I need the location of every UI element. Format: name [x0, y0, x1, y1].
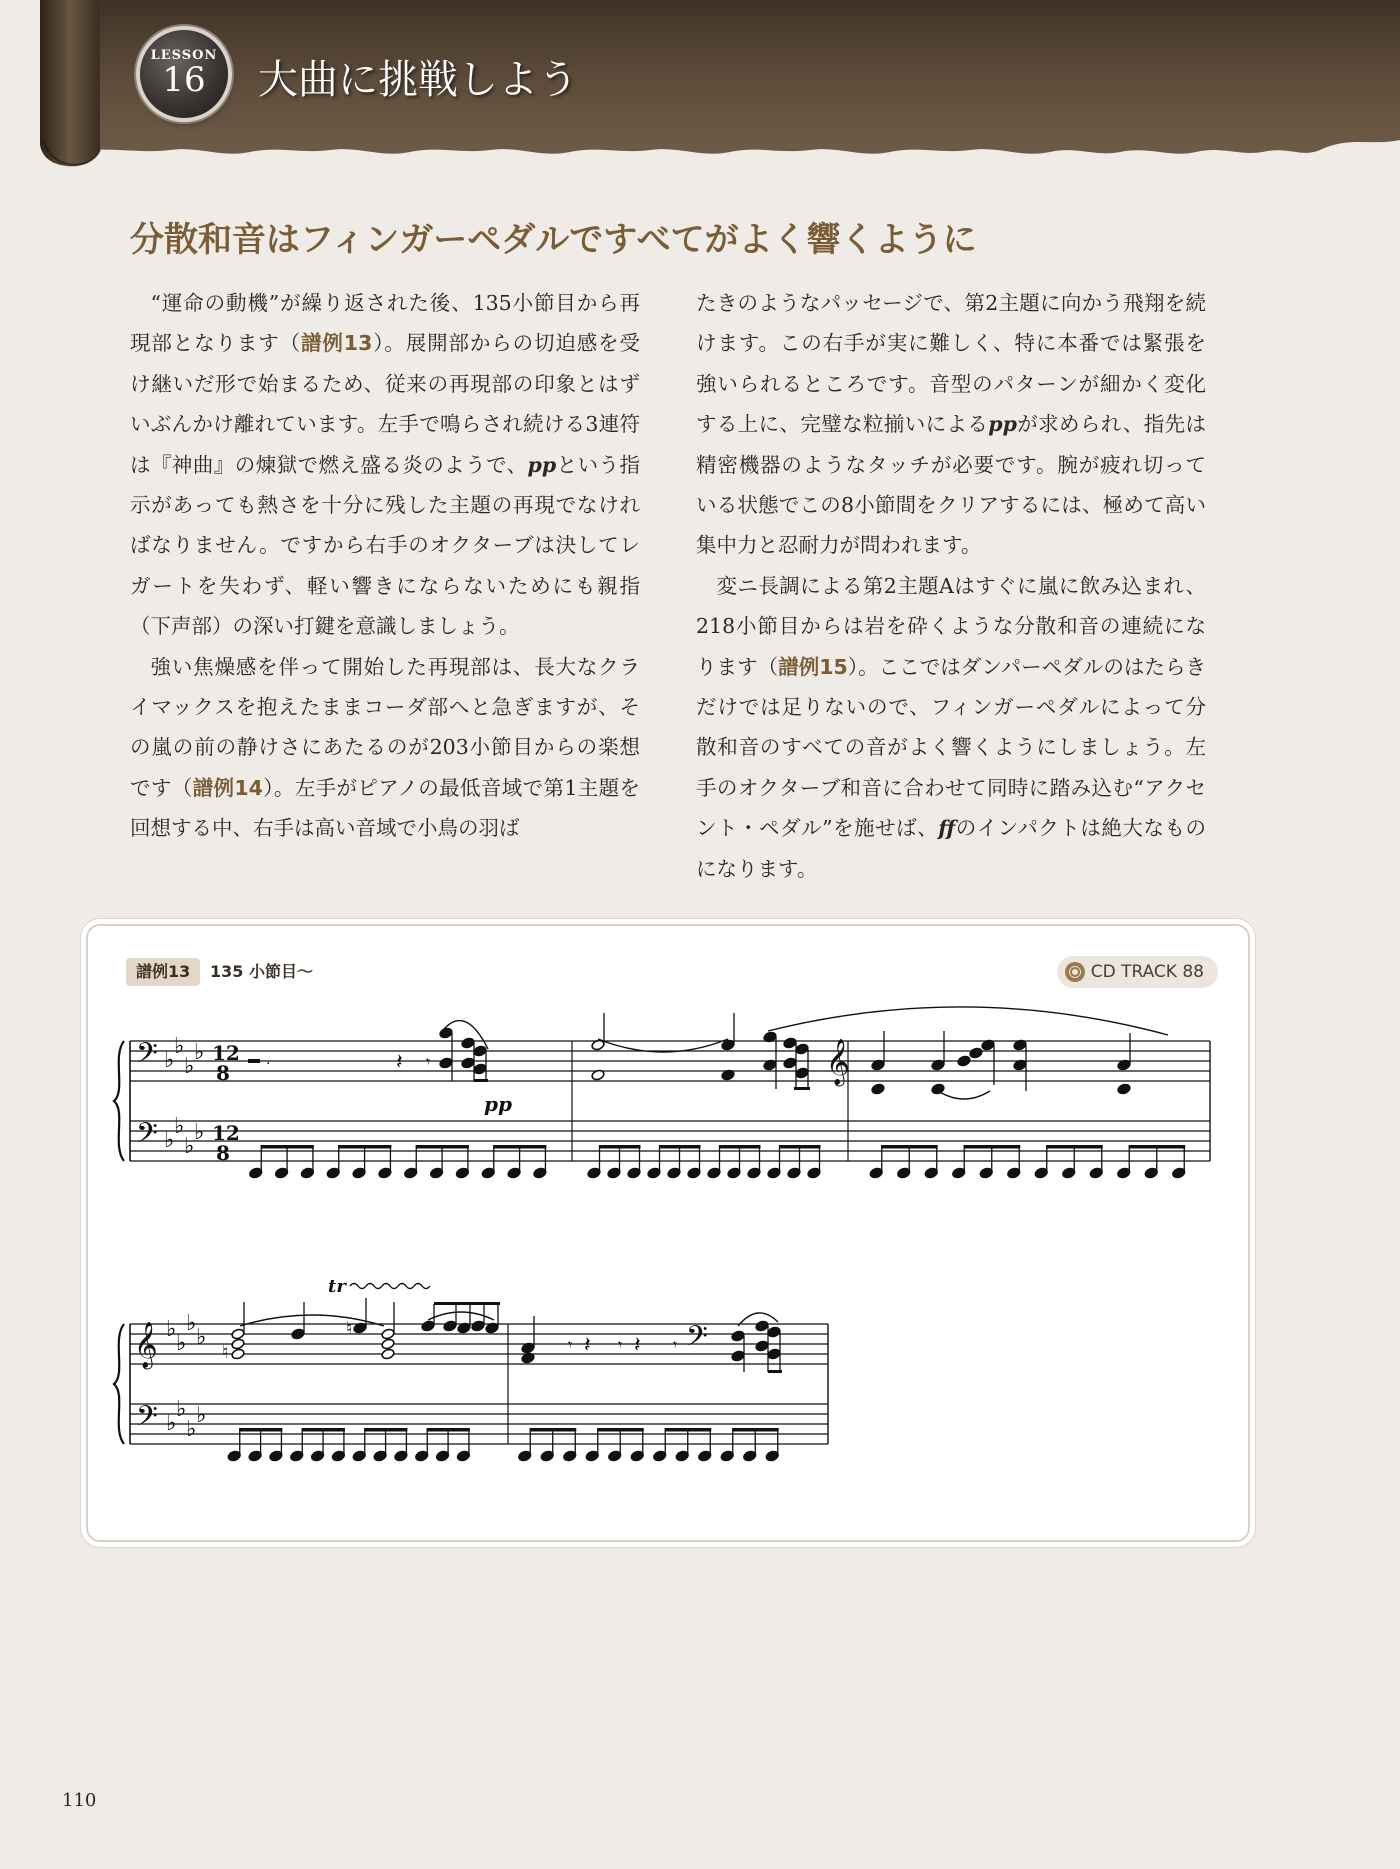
flat-sign: ♭	[164, 1048, 175, 1073]
note-head	[231, 1338, 245, 1350]
beam	[719, 1145, 761, 1149]
note-head	[381, 1348, 395, 1360]
bass-clef-lower: 𝄢	[136, 1117, 158, 1157]
music-score	[88, 926, 1248, 1540]
phrase-slur	[768, 1007, 1168, 1035]
flat-sign: ♭	[196, 1325, 207, 1350]
page-number: 110	[62, 1790, 97, 1811]
treble-clef-upper: 𝄞	[134, 1322, 158, 1368]
cd-track-label: CD TRACK 88	[1090, 962, 1204, 982]
flat-sign: ♭	[176, 1397, 187, 1422]
beam	[239, 1428, 282, 1432]
beam	[732, 1428, 779, 1432]
dynamic-mark: pp	[988, 412, 1017, 437]
lesson-badge	[140, 30, 228, 118]
time-signature-bottom: 8	[216, 1061, 230, 1085]
quarter-rest: 𝄽	[634, 1333, 641, 1358]
beam	[599, 1145, 641, 1149]
flat-sign: ♭	[174, 1114, 185, 1139]
treble-clef-change: 𝄞	[826, 1039, 850, 1085]
beam	[493, 1145, 546, 1149]
time-signature-bottom: 8	[216, 1141, 230, 1165]
flat-sign: ♭	[164, 1128, 175, 1153]
lesson-label: LESSON	[150, 48, 218, 63]
flat-sign: ♭	[166, 1411, 177, 1436]
bass-clef-upper: 𝄢	[136, 1037, 158, 1077]
beam	[1129, 1145, 1186, 1149]
note-head	[471, 1320, 485, 1332]
beam	[881, 1145, 938, 1149]
example-caption: 135 小節目〜	[210, 962, 313, 981]
paragraph: たきのようなパッセージで、第2主題に向かう飛翔を続けます。この右手が実に難しく、特に本番では緊張を強いられるところです。音型のパターンが細かく変化する上に、完璧な粒揃いによるppが求められ、指先は精密機器のようなタッチが必要です。腕が疲れ切っている状態でこの8小節間をクリアするには、極めて高い集中力と忍耐力が問われます。	[696, 291, 1206, 558]
beam	[338, 1145, 391, 1149]
note-head	[443, 1320, 457, 1332]
note-head	[795, 1043, 809, 1055]
bass-clef-lower: 𝄢	[136, 1400, 158, 1440]
note-head	[957, 1055, 971, 1067]
flat-sign: ♭	[174, 1034, 185, 1059]
flat-sign: ♭	[166, 1317, 177, 1342]
note-head	[969, 1047, 983, 1059]
dynamic-mark: ff	[938, 816, 956, 841]
quarter-rest: 𝄽	[584, 1333, 591, 1358]
flat-sign: ♭	[176, 1331, 187, 1356]
beam	[665, 1428, 712, 1432]
dynamic-mark: pp	[527, 452, 557, 477]
header-banner	[0, 0, 1400, 175]
flat-sign: ♭	[184, 1054, 195, 1079]
tie	[938, 1091, 990, 1099]
note-head	[231, 1348, 245, 1360]
note-head	[381, 1338, 395, 1350]
eighth-rest: 𝄾	[673, 1335, 678, 1354]
paragraph: 変ニ長調による第2主題Aはすぐに嵐に飲み込まれ、218小節目からは岩を砕くような分散和音の連続になります（譜例15）。ここではダンパーペダルのはたらきだけでは足りないので、フィンガーペダルによって分散和音のすべての音がよく響くようにしましょう。左手のオクターブ和音に合わせて同時に踏み込む“アクセント・ペダル”を施せば、ffのインパクトは絶大なものになります。	[696, 573, 1206, 881]
beam	[364, 1428, 407, 1432]
note-head	[783, 1057, 797, 1069]
beam	[597, 1428, 644, 1432]
beam	[427, 1428, 470, 1432]
score-reference: 譜例13	[301, 331, 373, 356]
beam	[530, 1428, 577, 1432]
flat-sign: ♭	[194, 1120, 205, 1145]
eighth-rest: 𝄾	[426, 1052, 431, 1071]
note-head	[755, 1340, 769, 1352]
natural-sign: ♮	[346, 1318, 353, 1339]
note-head	[291, 1328, 305, 1340]
note-head	[871, 1083, 885, 1095]
eighth-rest: 𝄾	[568, 1335, 573, 1354]
dot: .	[266, 1052, 271, 1068]
note-head	[795, 1067, 809, 1079]
note-head	[439, 1027, 453, 1039]
time-signature-top: 12	[212, 1041, 240, 1065]
lesson-title: 大曲に挑戦しよう	[258, 57, 578, 103]
note-head	[755, 1320, 769, 1332]
note-head	[767, 1326, 781, 1338]
beam	[964, 1145, 1021, 1149]
brace	[114, 1324, 124, 1444]
note-head	[767, 1348, 781, 1360]
note-head	[783, 1037, 797, 1049]
eighth-rest: 𝄾	[618, 1335, 623, 1354]
score-reference: 譜例14	[192, 775, 263, 800]
beam	[794, 1087, 810, 1090]
brace	[114, 1041, 124, 1161]
lesson-number: 16	[162, 60, 206, 100]
trill-line	[350, 1284, 430, 1289]
note-head	[439, 1057, 453, 1069]
beam	[302, 1428, 345, 1432]
example-tag: 譜例13	[126, 958, 200, 986]
note-head	[421, 1320, 435, 1332]
quarter-rest: 𝄽	[396, 1050, 403, 1075]
note-head	[461, 1037, 475, 1049]
cd-icon	[1065, 962, 1085, 982]
beam	[779, 1145, 821, 1149]
flat-sign: ♭	[194, 1040, 205, 1065]
half-rest	[248, 1059, 260, 1063]
note-head	[461, 1057, 475, 1069]
trill-mark: tr	[328, 1276, 346, 1297]
note-head	[731, 1350, 745, 1362]
note-head	[473, 1063, 487, 1075]
flat-sign: ♭	[186, 1417, 197, 1442]
beam	[768, 1370, 782, 1373]
flat-sign: ♭	[196, 1403, 207, 1428]
beam	[474, 1079, 488, 1082]
beam	[261, 1145, 314, 1149]
natural-sign: ♮	[222, 1342, 229, 1363]
flat-sign: ♭	[184, 1134, 195, 1159]
bass-clef-change: 𝄢	[686, 1320, 708, 1360]
body-column-left	[130, 283, 640, 849]
dynamic-pp: pp	[484, 1092, 512, 1116]
time-signature-top: 12	[212, 1121, 240, 1145]
section-heading: 分散和音はフィンガーペダルですべてがよく響くように	[130, 220, 977, 260]
beam	[659, 1145, 701, 1149]
note-head	[1117, 1083, 1131, 1095]
body-column-right	[696, 283, 1206, 889]
note-head	[231, 1328, 245, 1340]
score-example-box	[86, 924, 1250, 1542]
paragraph: 強い焦燥感を伴って開始した再現部は、長大なクライマックスを抱えたままコーダ部へと急ぎますが、その嵐の前の静けさにあたるのが203小節目からの楽想です（譜例14）。左手がピアノの最低音域で第1主題を回想する中、右手は高い音域で小鳥の羽ば	[130, 654, 641, 841]
note-head	[731, 1330, 745, 1342]
beam	[434, 1302, 500, 1305]
beam	[1046, 1145, 1103, 1149]
score-reference: 譜例15	[778, 654, 848, 679]
beam	[416, 1145, 469, 1149]
note-head	[381, 1328, 395, 1340]
cd-track-badge	[1057, 956, 1218, 988]
paragraph: “運命の動機”が繰り返された後、135小節目から再現部となります（譜例13）。展開部からの切迫感を受け継いだ形で始まるため、従来の再現部の印象とはずいぶんかけ離れています。左手で鳴らされ続ける3連符は『神曲』の煉獄で燃え盛る炎のようで、ppという指示があっても熱さを十分に残した主題の再現でなければなりません。ですから右手のオクターブは決してレガートを失わず、軽い響きにならないためにも親指（下声部）の深い打鍵を意識しましょう。	[130, 291, 641, 639]
note-head	[473, 1045, 487, 1057]
flat-sign: ♭	[186, 1311, 197, 1336]
